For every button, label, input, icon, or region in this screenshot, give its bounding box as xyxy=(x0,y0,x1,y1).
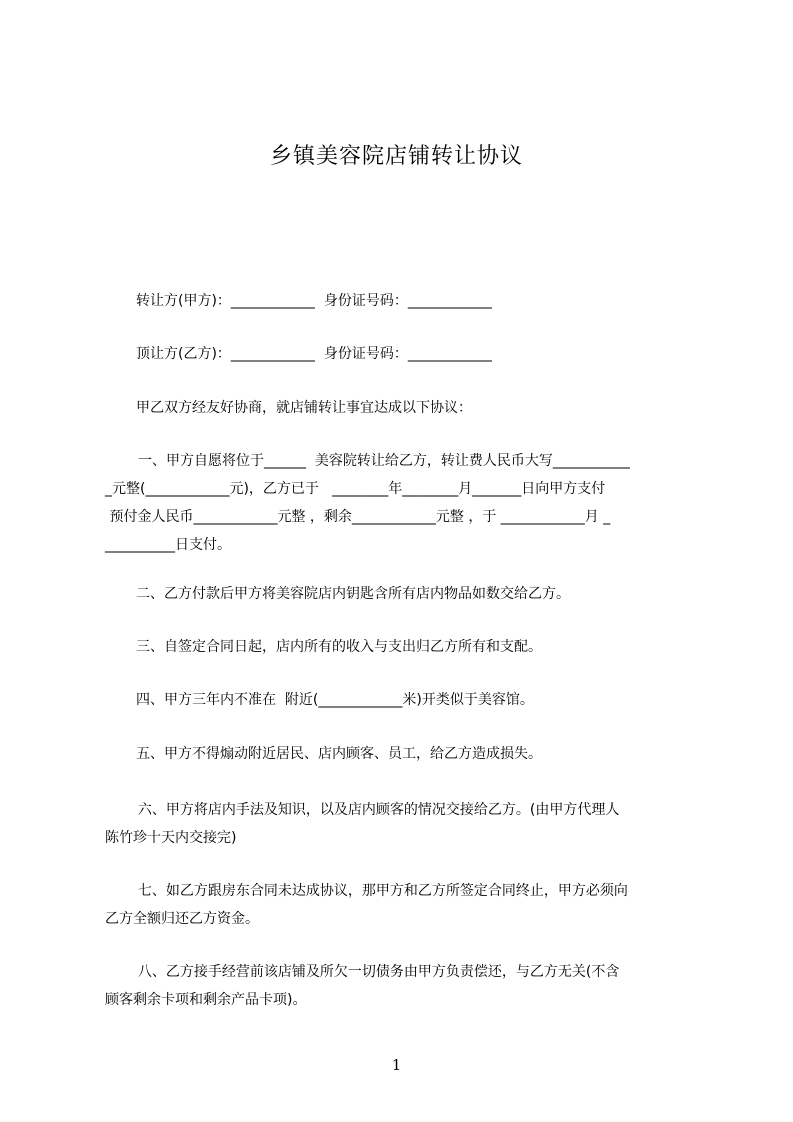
clause-1-line: 一、甲方自愿将位于______ 美容院转让给乙方，转让费人民币大写___________ xyxy=(138,453,630,469)
clause-7-line: 七、如乙方跟房东合同未达成协议，那甲方和乙方所签定合同终止，甲方必须向 xyxy=(129,883,628,899)
clause-7 xyxy=(105,877,705,933)
clause-4: 四、甲方三年内不准在 附近(____________米)开类似于美容馆。 xyxy=(136,692,534,708)
clause-8 xyxy=(105,958,705,1014)
clause-1-line: 预付金人民币____________元整 ，剩余____________元整 ，于 ____________月 _ xyxy=(105,509,611,525)
clause-8-line: 顾客剩余卡项和剩余产品卡项)。 xyxy=(105,992,307,1008)
clause-7-line: 乙方全额归还乙方资金。 xyxy=(105,911,259,927)
clause-1 xyxy=(105,447,705,559)
transferor-line: 转让方(甲方)：____________ 身份证号码：____________ xyxy=(136,293,492,309)
transferee-line: 顶让方(乙方)：____________ 身份证号码：____________ xyxy=(136,346,492,362)
document-title: 乡镇美容院店铺转让协议 xyxy=(269,144,523,169)
clause-6-line: 六、甲方将店内手法及知识，以及店内顾客的情况交接给乙方。(由甲方代理人 xyxy=(129,802,620,818)
clause-6-line: 陈竹珍十天内交接完) xyxy=(105,830,237,846)
clause-6 xyxy=(105,796,705,852)
clause-8-line: 八、乙方接手经营前该店铺及所欠一切债务由甲方负责偿还，与乙方无关(不含 xyxy=(129,964,620,980)
clause-3: 三、自签定合同日起，店内所有的收入与支出归乙方所有和支配。 xyxy=(136,639,542,655)
clause-5: 五、甲方不得煽动附近居民、店内顾客、员工，给乙方造成损失。 xyxy=(136,746,542,762)
clause-1-line: _元整(____________元)，乙方已于 ________年________月_______日向甲方支付 xyxy=(105,481,606,497)
clause-1-line: __________日支付。 xyxy=(105,537,231,553)
clause-2: 二、乙方付款后甲方将美容院店内钥匙含所有店内物品如数交给乙方。 xyxy=(136,586,570,602)
intro-paragraph: 甲乙双方经友好协商，就店铺转让事宜达成以下协议： xyxy=(136,400,472,416)
page-number: 1 xyxy=(391,1056,402,1074)
